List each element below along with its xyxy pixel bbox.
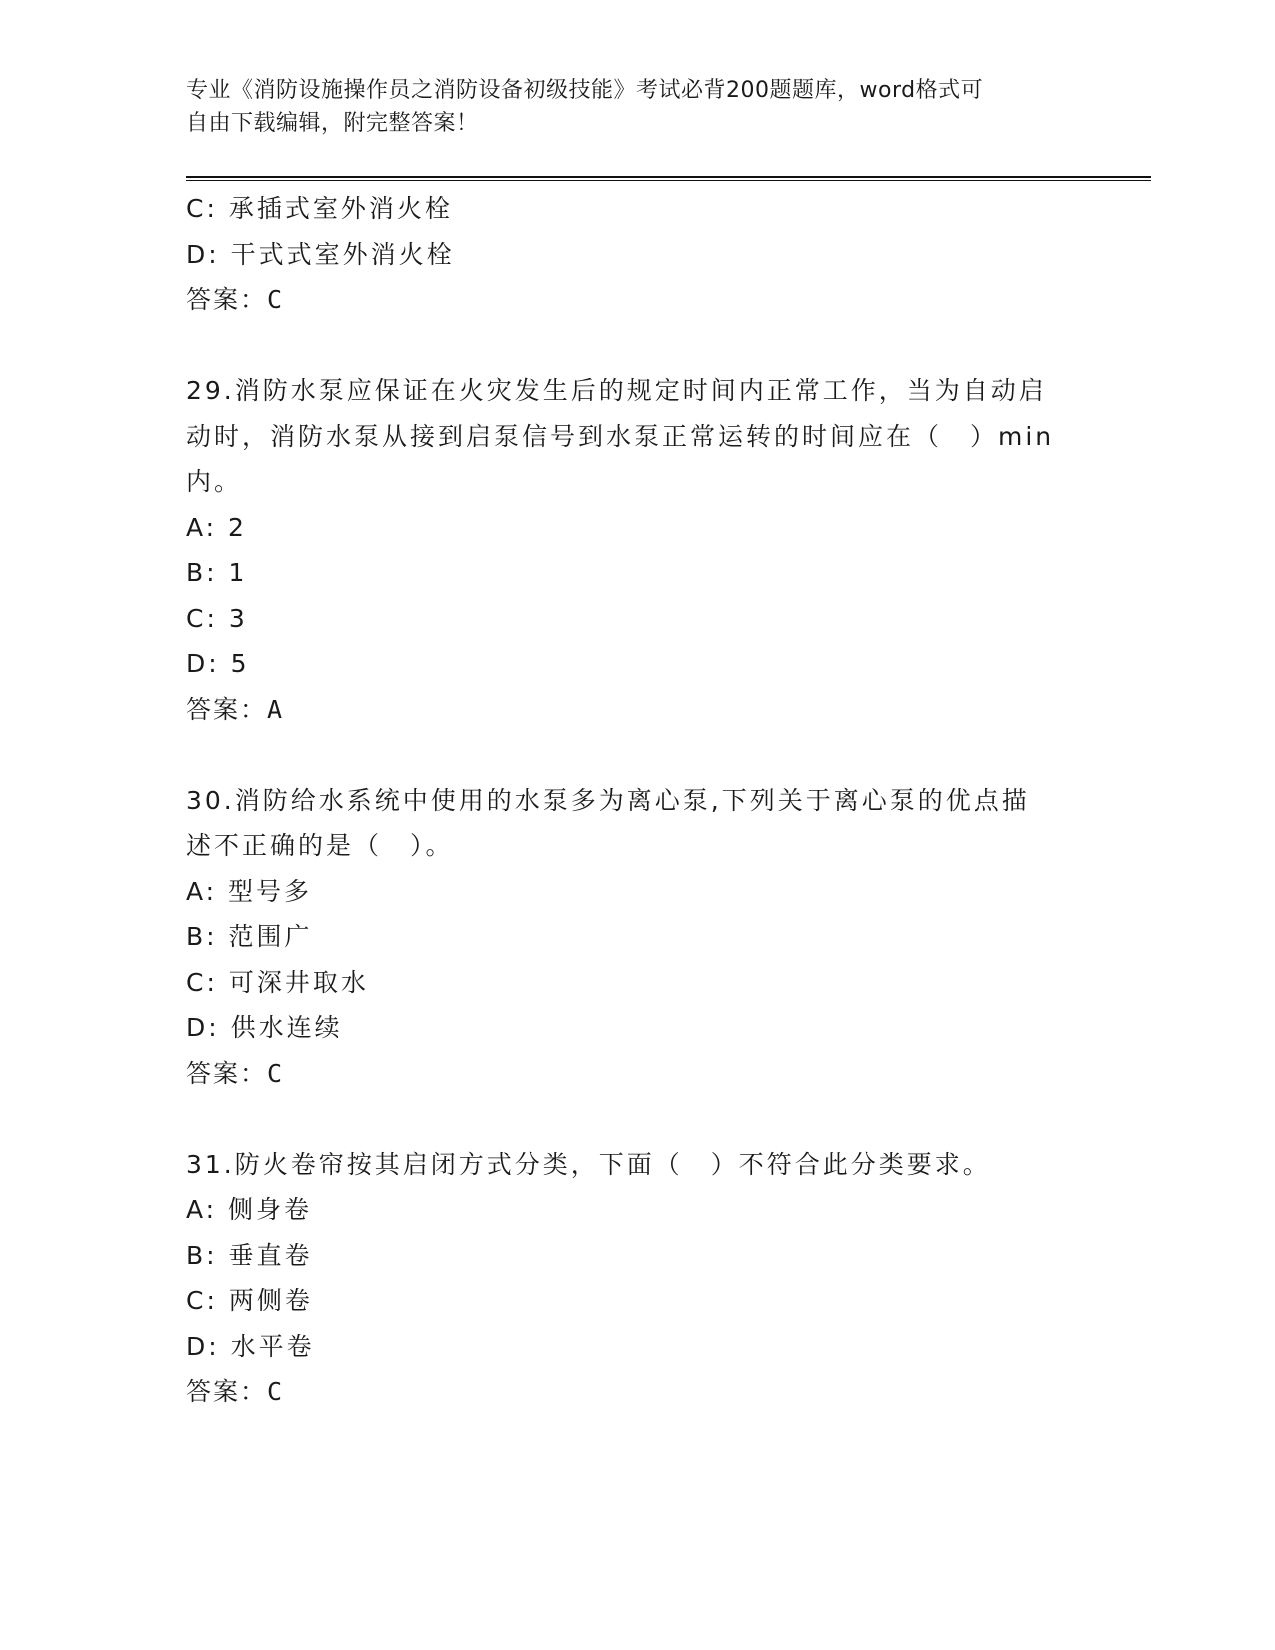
answer-line: 答案：C [186,285,285,314]
option-b: B: 垂直卷 [186,1240,313,1270]
option-c: C: 两侧卷 [186,1286,313,1315]
answer-line: 答案：A [186,694,285,724]
question-stem-line: 30.消防给水系统中使用的水泵多为离心泵,下列关于离心泵的优点描 [186,785,1030,815]
option-d: D: 供水连续 [186,1013,343,1042]
option-a: A: 2 [186,512,247,542]
answer-line: 答案：C [186,1058,285,1088]
spacer [186,732,1086,778]
spacer [186,1096,1086,1142]
question-29 [186,368,1086,732]
question-31 [186,1142,1086,1415]
option-d: D: 5 [186,649,250,678]
option-a: A: 型号多 [186,876,313,906]
answer-line: 答案：C [186,1377,285,1406]
question-28-tail [186,186,1086,323]
spacer [186,323,1086,369]
option-d: D: 干式式室外消火栓 [186,239,455,269]
option-b: B: 范围广 [186,922,313,951]
header-title-line-2: 自由下载编辑，附完整答案！ [186,111,479,136]
option-c: C: 可深井取水 [186,967,369,997]
question-stem-line: 动时，消防水泵从接到启泵信号到水泵正常运转的时间应在（ ）min [186,421,1055,451]
header-title-line-1: 专业《消防设施操作员之消防设备初级技能》考试必背200题题库，word格式可 [186,78,984,103]
question-list [186,186,1086,1415]
header-divider [186,176,1151,181]
option-c: C: 3 [186,603,248,633]
option-a: A: 侧身卷 [186,1195,313,1224]
question-stem-line: 述不正确的是（ ）。 [186,831,454,860]
question-stem-line: 内。 [186,467,243,496]
option-b: B: 1 [186,558,248,587]
question-stem-line: 29.消防水泵应保证在火灾发生后的规定时间内正常工作，当为自动启 [186,376,1047,405]
document-header [186,74,1086,140]
option-d: D: 水平卷 [186,1331,315,1361]
option-c: C: 承插式室外消火栓 [186,194,453,223]
question-30 [186,778,1086,1097]
question-stem-line: 31.防火卷帘按其启闭方式分类，下面（ ）不符合此分类要求。 [186,1149,991,1179]
